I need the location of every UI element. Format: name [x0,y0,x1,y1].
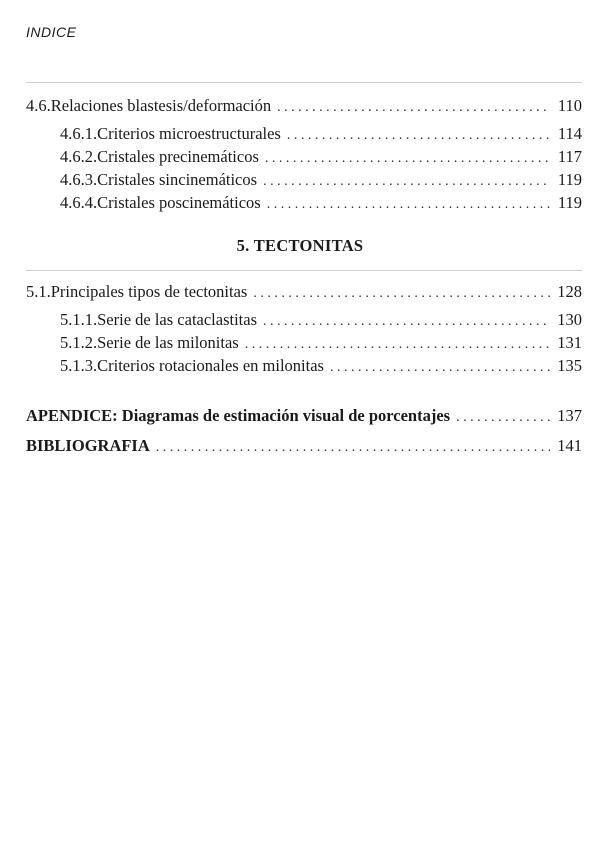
toc-entry-page: 128 [557,282,582,301]
toc-entry-page: 119 [557,193,582,212]
toc-entry-title: Cristales poscinemáticos [97,193,261,212]
toc-entry-4-6-1[interactable] [60,124,582,144]
toc-entry-4-6-3[interactable] [60,170,582,190]
leader-dots [265,151,550,167]
toc-entry-page: 137 [557,406,582,425]
toc-entry-page: 141 [557,436,582,455]
toc-entry-page: 117 [557,147,582,166]
toc-entry-title: Criterios rotacionales en milonitas [97,356,324,375]
toc-entry-page: 119 [557,170,582,189]
toc-entry-5-1-2[interactable] [60,333,582,353]
toc-entry-title: Criterios microestructurales [97,124,281,143]
toc-entry-title: Serie de las cataclastitas [97,310,258,329]
toc-entry-bibliography[interactable] [26,436,582,456]
leader-dots [330,360,550,376]
leader-dots [277,100,550,116]
toc-entry-page: 135 [557,356,582,375]
toc-entry-number: 5.1.1. [60,310,98,329]
toc-entry-number: 5.1. [26,282,51,301]
toc-entry-number: 4.6.1. [60,124,98,143]
toc-entry-4-6-4[interactable] [60,193,582,213]
toc-entry-number: 4.6. [26,96,51,115]
leader-dots [263,174,550,190]
toc-entry-number: 4.6.4. [60,193,98,212]
running-head: INDICE [26,24,77,40]
toc-entry-title: Serie de las milonitas [97,333,239,352]
toc-entry-page: 130 [557,310,582,329]
leader-dots [245,337,550,353]
toc-entry-page: 110 [557,96,582,115]
chapter-title: 5. TECTONITAS [236,236,364,255]
toc-entry-page: 131 [557,333,582,352]
leader-dots [263,314,550,330]
toc-entry-5-1[interactable] [26,282,582,302]
toc-entry-4-6-2[interactable] [60,147,582,167]
toc-entry-title: Principales tipos de tectonitas [50,282,248,301]
toc-entry-5-1-3[interactable] [60,356,582,376]
toc-entry-number: 5.1.3. [60,356,98,375]
leader-dots [253,286,550,302]
toc-entry-title: Cristales sincinemáticos [97,170,258,189]
chapter-rule [26,270,582,271]
toc-entry-5-1-1[interactable] [60,310,582,330]
toc-entry-number: 4.6.3. [60,170,98,189]
toc-entry-4-6[interactable] [26,96,582,116]
toc-entry-appendix[interactable] [26,406,582,426]
toc-entry-page: 114 [557,124,582,143]
leader-dots [456,410,550,426]
leader-dots [156,440,550,456]
leader-dots [267,197,550,213]
toc-entry-title: BIBLIOGRAFIA [26,436,150,455]
leader-dots [287,128,550,144]
toc-entry-title: Cristales precinemáticos [97,147,259,166]
toc-entry-title: Relaciones blastesis/deformación [50,96,272,115]
toc-entry-number: 4.6.2. [60,147,98,166]
toc-entry-title: APENDICE: Diagramas de estimación visual de porcentajes [26,406,451,425]
toc-entry-number: 5.1.2. [60,333,98,352]
top-rule [26,82,582,83]
